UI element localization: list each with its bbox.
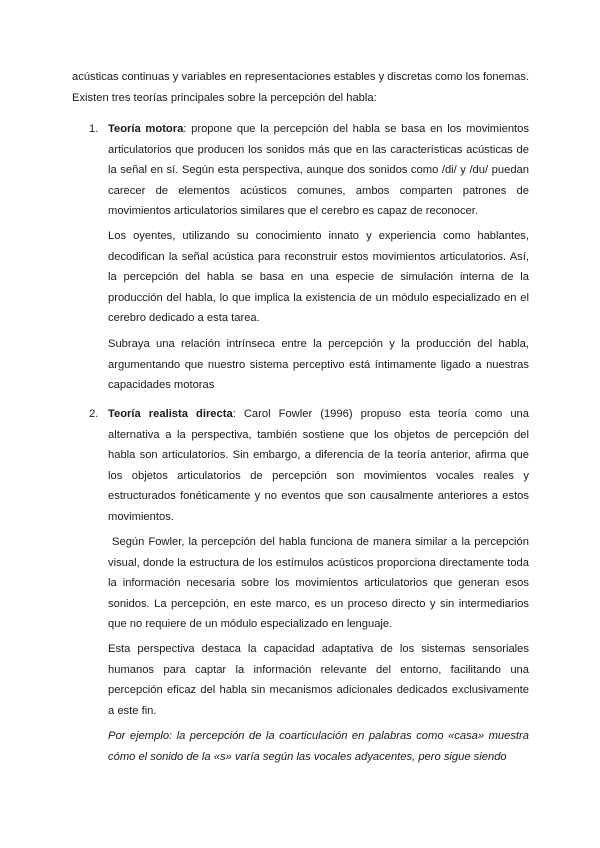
theory-2-paragraph-1: Según Fowler, la percepción del habla funciona de manera similar a la percepción visual, donde la estructura de los estímulos acústicos proporciona directamente toda la información necesaria sobre los movimientos articulatorios que generan esos sonidos. La percepción, en este marco, es un proceso directo y sin intermediarios que no requiere de un módulo especializado en lenguaje. [108,536,533,631]
intro-line-2: Existen tres teorías principales sobre la percepción del habla: [72,91,377,104]
list-number: 2. [89,408,99,420]
theory-1-lead-text: : propone que la percepción del habla se basa en los movimientos articulatorios que producen los sonidos más que en las características acústicas de la señal en sí. Según esta perspectiva, aunque dos sonidos como /di/ y /du/ puedan carecer de elementos acústicos comunes, ambos comparten patrones de movimientos articulatorios similares que el cerebro es capaz de reconocer. [108,123,529,218]
theory-2-example: Por ejemplo: la percepción de la coarticulación en palabras como «casa» muestra cómo el sonido de la «s» varía según las vocales adyacentes, pero sigue siendo [108,730,529,763]
theory-2-title: Teoría realista directa [108,408,233,420]
theory-2-lead [108,404,529,528]
theory-1-paragraph-2: Subraya una relación intrínseca entre la percepción y la producción del habla, argumentando que nuestro sistema perceptivo está íntimamente ligado a nuestras capacidades motoras [108,338,529,392]
list-number: 1. [89,123,99,135]
intro-line-1: acústicas continuas y variables en representaciones estables y discretas como los fonemas. [72,71,530,83]
theory-1-title: Teoría motora [108,123,184,135]
theory-1-item [89,119,529,222]
theory-1-paragraph-1: Los oyentes, utilizando su conocimiento innato y experiencia como hablantes, decodifican la señal acústica para reconstruir estos movimientos articulatorios. Así, la percepción del habla se basa en una especie de simulación interna de la producción del habla, lo que implica la existencia de un módulo especializado en el cerebro dedicado a esta tarea. [108,230,529,325]
theory-2-paragraph-2: Esta perspectiva destaca la capacidad adaptativa de los sistemas sensoriales humanos para captar la información relevante del entorno, facilitando una percepción eficaz del habla sin mecanismos adicionales dedicados exclusivamente a este fin. [108,643,529,717]
theory-2-lead-text: : Carol Fowler (1996) propuso esta teoría como una alternativa a la perspectiva, también sostiene que los objetos de percepción del habla son articulatorios. Sin embargo, a diferencia de la teoría anterior, afirma que los objetos articulatorios de percepción son movimientos vocales reales y estructurados fonéticamente y no eventos que son causalmente anteriores a estos movimientos. [108,408,529,523]
theory-1-lead [108,119,529,222]
theory-2-item [89,404,529,528]
intro-text [72,67,530,108]
